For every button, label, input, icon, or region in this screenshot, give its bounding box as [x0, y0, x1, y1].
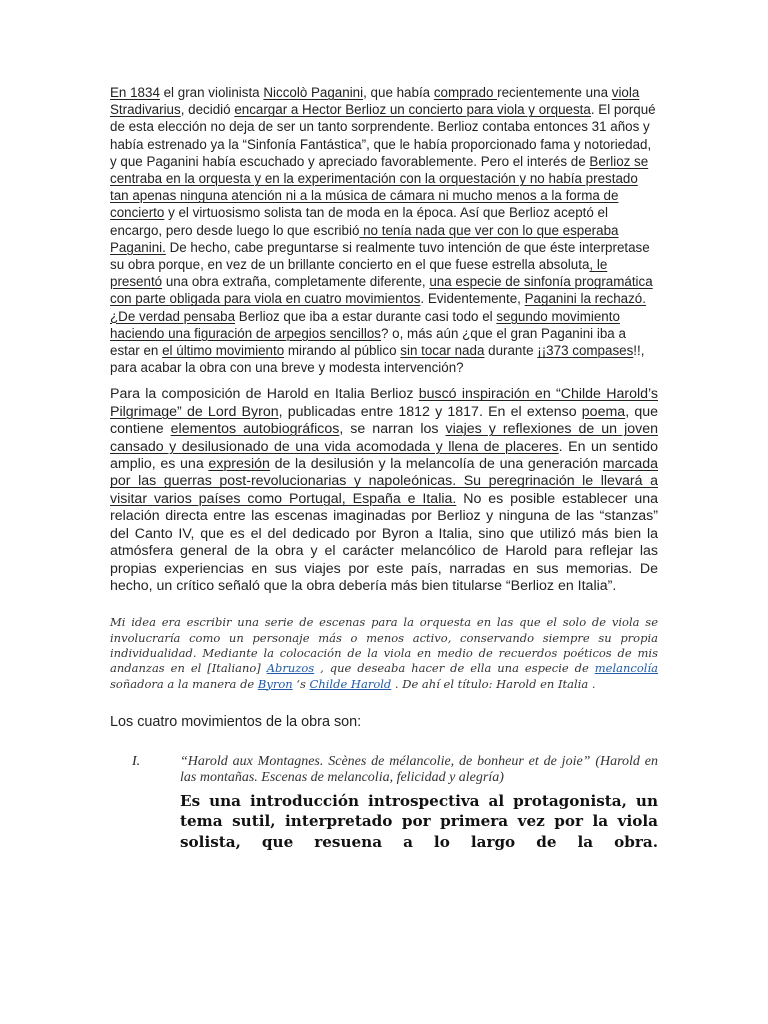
text: recientemente una: [497, 85, 612, 100]
text: !!, para acabar la obra con una breve y modesta intervención?: [110, 343, 645, 376]
hl-expresion: expresión: [208, 456, 270, 473]
hl-arpegios: segundo movimiento haciendo una figuración de arpegios sencillos: [110, 308, 620, 341]
hl-viajes: viajes y reflexiones de un joven cansado y desilusionado de una vida acomodada y llena de placeres: [110, 421, 658, 455]
text: , se narran los: [339, 421, 446, 438]
hl-ultimo: el último movimiento: [162, 343, 285, 359]
text: , que había: [363, 85, 434, 100]
text: , que deseaba hacer de ella una especie de: [314, 661, 595, 676]
text: . De ahí el título: Harold en Italia .: [391, 676, 596, 691]
hl-sinfonia: una especie de sinfonía programática con parte obligada para viola en cuatro movimientos: [110, 274, 653, 307]
link-childe-harold[interactable]: Childe Harold: [309, 676, 392, 691]
hl-no-esperaba: no tenía nada que ver con lo que esperaba Paganini.: [110, 222, 619, 255]
paragraph-byron-inspiration: [110, 386, 658, 595]
hl-presento: , le presentó: [110, 257, 608, 290]
hl-de-verdad: ¿De verdad pensaba: [110, 308, 236, 324]
link-byron[interactable]: Byron: [257, 676, 293, 691]
text: soñadora a la manera de: [110, 676, 258, 691]
hl-byron: buscó inspiración en “Childe Harold’s Pilgrimage” de Lord Byron: [110, 386, 658, 420]
hl-compases: ¡¡373 compases: [537, 343, 634, 359]
document-page: [110, 84, 658, 852]
movements-heading: Los cuatro movimientos de la obra son:: [110, 713, 362, 730]
text: , publicadas entre 1812 y 1817. En el extenso: [278, 403, 582, 420]
text: . El porqué de esta elección no deja de ser un tanto sorprendente. Berlioz contaba entonces 31 años y había estrenado ya la “Sinfonía Fantástica”, que le había proporcionado fama y notoriedad, y que Paganini había escuchado y apreciado favorablemente. Pero el interés de: [110, 102, 656, 169]
movement-title: “Harold aux Montagnes. Scènes de mélancolie, de bonheur et de joie” (Harold en las montañas. Escenas de melancolia, felicidad y alegría): [180, 753, 658, 785]
link-abruzos[interactable]: Abruzos: [266, 661, 315, 676]
hl-comprado: comprado: [433, 85, 498, 100]
text: mirando al público: [284, 343, 401, 359]
hl-orquesta: Berlioz se centraba en la orquesta y en la experimentación con la orquestación y no había prestado tan apenas ninguna atención ni a la música de cámara ni mucho menos a la forma de concierto: [110, 153, 649, 221]
text: De hecho, cabe preguntarse si realmente tuvo intención de que éste interpretase su obra porque, en vez de un brillante concierto en el que fuese estrella absoluta: [110, 239, 650, 273]
text: Para la composición de Harold en Italia Berlioz: [110, 386, 419, 403]
paragraph-paganini-commission: [110, 84, 658, 376]
hl-autobiograficos: elementos autobiográficos: [170, 421, 340, 438]
hl-year: En 1834: [110, 85, 160, 100]
text: , decidió: [180, 102, 235, 118]
hl-paganini: Niccolò Paganini: [263, 85, 364, 100]
hl-sin-tocar: sin tocar nada: [400, 343, 485, 359]
hl-guerras: marcada por las guerras post-revolucionarias y napoleónicas. Su: [110, 456, 658, 490]
text: y el virtuosismo solista tan de moda en la época. Así que Berlioz aceptó el encargo, pero desde luego lo que escribió: [110, 205, 608, 238]
berlioz-quote: [110, 615, 658, 691]
text: . Evidentemente,: [420, 291, 525, 307]
text: No es posible establecer una relación directa entre las escenas imaginadas por Berlioz y ninguna de las “stanzas” del Canto IV, que es el del dedicado por Byron a Italia, sino que utilizó más bien la atmósfera general de la obra y el carácter melancólico de Harold para reflejar las propias experiencias en sus viajes por este país, narradas en sus memorias. De hecho, un crítico señaló que la obra debería más bien titularse “Berlioz en Italia”.: [110, 490, 658, 594]
text: Mi idea era escribir una serie de escenas para la orquesta en las que el solo de viola se involucraría como un personaje más o menos activo, conservando siempre su propia individualidad. Mediante la colocación de la viola en medio de recuerdos poéticos de mis andanzas en el [Italiano]: [110, 615, 658, 676]
hl-poema: poema: [581, 403, 626, 420]
hl-stradivarius: viola Stradivarius: [110, 85, 640, 118]
movement-number: I.: [132, 753, 141, 769]
hl-encargo: encargar a Hector Berlioz un concierto para viola y orquesta: [234, 102, 591, 118]
text: de la desilusión y la melancolía de una generación: [269, 456, 603, 473]
text: , que contiene: [110, 403, 659, 438]
movement-description: Es una introducción introspectiva al protagonista, un tema sutil, interpretado por primera vez por la viola solista, que resuena a lo largo de la obra.: [180, 791, 658, 851]
text: ‘s: [292, 676, 310, 691]
hl-rechazo: Paganini la rechazó.: [524, 291, 646, 307]
text: el gran violinista: [159, 85, 264, 100]
movement-item: [110, 754, 658, 853]
text: ? o, más aún ¿que el gran Paganini iba a estar en: [110, 325, 626, 359]
text: durante: [484, 343, 538, 359]
text: . En un sentido amplio, es una: [110, 438, 658, 473]
text: una obra extraña, completamente diferente,: [162, 274, 430, 290]
text: Berlioz que iba a estar durante casi todo el: [235, 308, 497, 324]
link-melancolia[interactable]: melancolía: [594, 661, 658, 676]
hl-peregrinacion: peregrinación le llevará a visitar varios países como Portugal, España e Italia.: [110, 473, 658, 507]
